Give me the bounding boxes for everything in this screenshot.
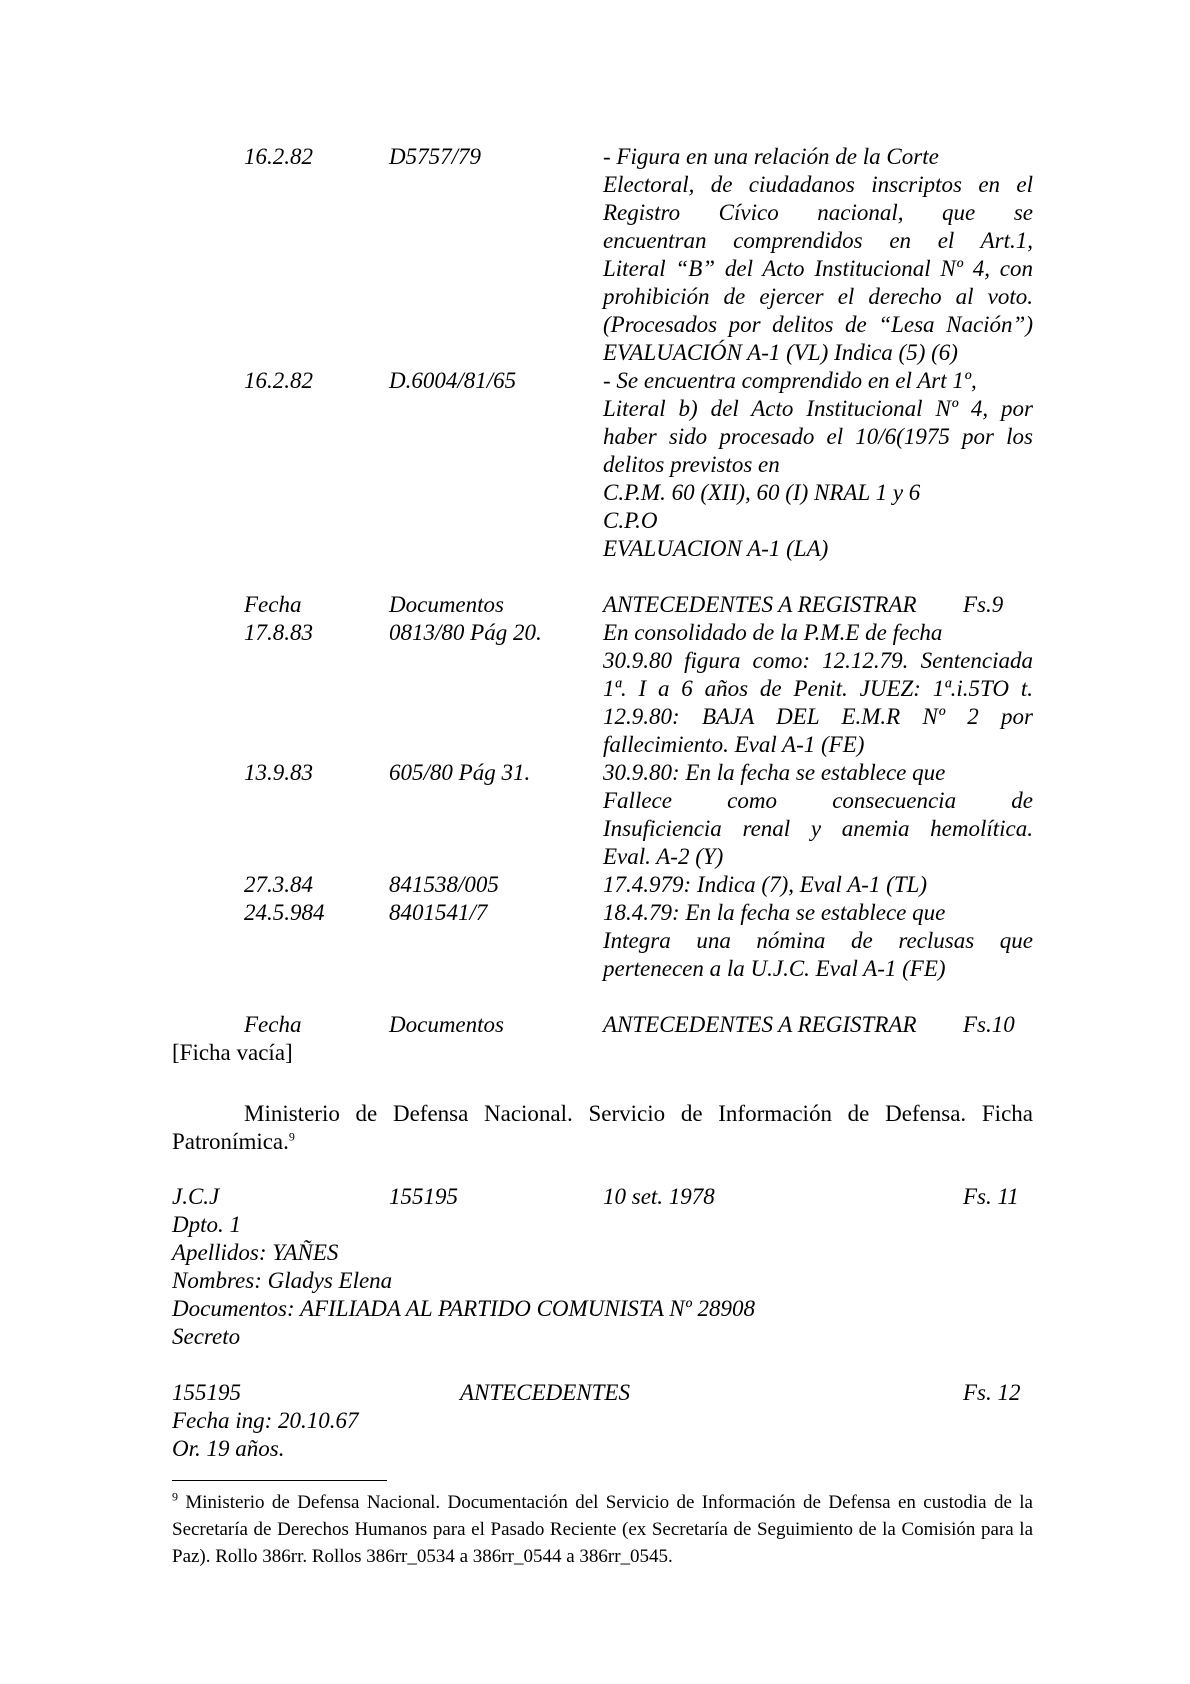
entry-text-line: delitos previstos en <box>603 452 780 477</box>
column-header-documentos: Documentos <box>389 592 504 617</box>
entry-text-line: 30.9.80: En la fecha se establece que <box>603 760 946 785</box>
ficha-dpto: Dpto. 1 <box>172 1212 241 1237</box>
entry-text-line: - Figura en una relación de la Corte <box>603 144 939 169</box>
entry-text-line: Registro Cívico nacional, que se <box>603 200 1033 225</box>
entry-text-line: Electoral, de ciudadanos inscriptos en el <box>603 172 1033 197</box>
entry-text-line: encuentran comprendidos en el Art.1, <box>603 228 1033 253</box>
entry-text-line: - Se encuentra comprendido en el Art 1º, <box>603 368 977 393</box>
footnote-number: 9 <box>172 1489 178 1504</box>
entry-document: 0813/80 Pág 20. <box>389 620 542 645</box>
entry-document: 8401541/7 <box>389 900 488 925</box>
footnote-text: Ministerio de Defensa Nacional. Documentación del Servicio de Información de Defensa en custodia de la Secretaría de Derechos Humanos para el Pasado Reciente (ex Secretaría de Seguimiento de la Comisión para la Paz). Rollo 386rr. Rollos 386rr_0534 a 386rr_0544 a 386rr_0545. <box>172 1492 1033 1567</box>
antecedentes-number: 155195 <box>172 1380 241 1405</box>
entry-date: 16.2.82 <box>244 144 313 169</box>
antecedentes-fecha-ingreso: Fecha ing: 20.10.67 <box>172 1408 359 1433</box>
footnote-separator <box>172 1480 387 1481</box>
empty-record-note: [Ficha vacía] <box>172 1040 293 1065</box>
ficha-nombres: Nombres: Gladys Elena <box>172 1268 393 1293</box>
footnote-reference: 9 <box>288 1129 295 1144</box>
entry-text-line: pertenecen a la U.J.C. Eval A-1 (FE) <box>603 956 946 981</box>
entry-text-line: Eval. A-2 (Y) <box>603 844 724 869</box>
entry-text-line: C.P.O <box>603 508 658 533</box>
footnote <box>172 1489 1033 1570</box>
entry-text-line: EVALUACION A-1 (LA) <box>603 536 829 561</box>
column-header-antecedentes: ANTECEDENTES A REGISTRAR <box>603 1012 917 1037</box>
entry-text-line: Literal “B” del Acto Institucional Nº 4, con <box>603 256 1033 281</box>
folio-number: Fs. 11 <box>963 1184 1019 1209</box>
column-header-fecha: Fecha <box>244 1012 302 1037</box>
entry-date: 24.5.984 <box>244 900 325 925</box>
entry-text-line: 12.9.80: BAJA DEL E.M.R Nº 2 por <box>603 704 1033 729</box>
folio-number: Fs. 12 <box>963 1380 1021 1405</box>
entry-text-line: En consolidado de la P.M.E de fecha <box>603 620 943 645</box>
entry-text-line: Literal b) del Acto Institucional Nº 4, por <box>603 396 1033 421</box>
entry-date: 13.9.83 <box>244 760 313 785</box>
antecedentes-title: ANTECEDENTES <box>460 1380 630 1405</box>
entry-text-line: haber sido procesado el 10/6(1975 por los <box>603 424 1033 449</box>
ministerio-paragraph-text: Patronímica. <box>172 1129 289 1154</box>
entry-document: 605/80 Pág 31. <box>389 760 531 785</box>
entry-document: D.6004/81/65 <box>389 368 517 393</box>
ficha-apellidos: Apellidos: YAÑES <box>172 1240 339 1265</box>
entry-date: 17.8.83 <box>244 620 313 645</box>
ficha-documentos: Documentos: AFILIADA AL PARTIDO COMUNISTA Nº 28908 <box>172 1296 755 1321</box>
entry-text-line: Fallece como consecuencia de <box>603 788 1033 813</box>
entry-text-line: 1ª. I a 6 años de Penit. JUEZ: 1ª.i.5TO t. <box>603 676 1033 701</box>
folio-number: Fs.10 <box>963 1012 1015 1037</box>
ficha-jcj: J.C.J <box>172 1184 220 1209</box>
column-header-antecedentes: ANTECEDENTES A REGISTRAR <box>603 592 917 617</box>
entry-text-line: 30.9.80 figura como: 12.12.79. Sentenciada <box>603 648 1033 673</box>
entry-text-line: Integra una nómina de reclusas que <box>603 928 1033 953</box>
entry-text-line: EVALUACIÓN A-1 (VL) Indica (5) (6) <box>603 340 958 365</box>
ficha-date: 10 set. 1978 <box>603 1184 715 1209</box>
entry-date: 16.2.82 <box>244 368 313 393</box>
entry-text-line: fallecimiento. Eval A-1 (FE) <box>603 732 865 757</box>
entry-text-line: Insuficiencia renal y anemia hemolítica. <box>603 816 1033 841</box>
entry-document: 841538/005 <box>389 872 499 897</box>
entry-text-line: 17.4.979: Indica (7), Eval A-1 (TL) <box>603 872 928 897</box>
entry-text-line: (Procesados por delitos de “Lesa Nación”) <box>603 312 1033 337</box>
antecedentes-edad: Or. 19 años. <box>172 1436 285 1461</box>
entry-date: 27.3.84 <box>244 872 313 897</box>
entry-document: D5757/79 <box>389 144 481 169</box>
ministerio-paragraph-line: Ministerio de Defensa Nacional. Servicio de Información de Defensa. Ficha <box>244 1101 1033 1126</box>
entry-text-line: prohibición de ejercer el derecho al voto. <box>603 284 1033 309</box>
ficha-number: 155195 <box>389 1184 458 1209</box>
column-header-documentos: Documentos <box>389 1012 504 1037</box>
entry-text-line: C.P.M. 60 (XII), 60 (I) NRAL 1 y 6 <box>603 480 921 505</box>
ficha-secreto: Secreto <box>172 1324 241 1349</box>
ministerio-paragraph-line <box>172 1128 295 1156</box>
entry-text-line: 18.4.79: En la fecha se establece que <box>603 900 946 925</box>
folio-number: Fs.9 <box>963 592 1004 617</box>
column-header-fecha: Fecha <box>244 592 302 617</box>
